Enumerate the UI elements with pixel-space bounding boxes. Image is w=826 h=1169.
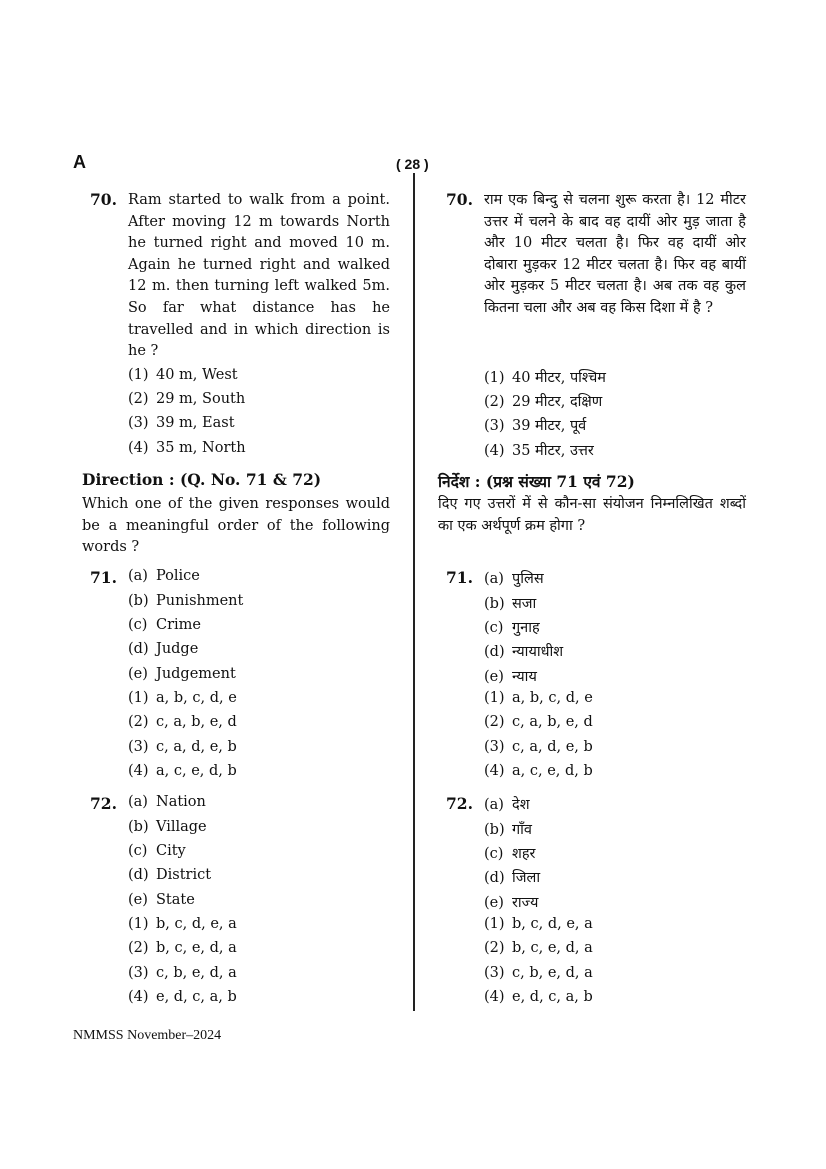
- option-3: (3) c, a, d, e, b: [484, 739, 593, 755]
- option-1: (1) a, b, c, d, e: [128, 690, 237, 706]
- direction-text: Which one of the given responses would be a meaningful order of the following words ?: [82, 496, 390, 556]
- option-2: (2) 29 m, South: [128, 391, 246, 407]
- option-4: (4) e, d, c, a, b: [484, 989, 593, 1005]
- item-d: (d) जिला: [484, 870, 541, 886]
- question-text: राम एक बिन्दु से चलना शुरू करता है। 12 मीटर उत्तर में चलने के बाद वह दायीं ओर मुड़ जाता है और 10 मीटर चलता है। फिर वह दायीं ओर दोबारा मुड़कर 12 मीटर चलता है। फिर वह बायीं ओर मुड़कर 5 मीटर चलता है। अब तक वह कुल कितना चला और अब वह किस दिशा में है ?: [484, 192, 746, 316]
- item-b: (b) गाँव: [484, 822, 532, 838]
- item-e: (e) न्याय: [484, 669, 537, 685]
- item-e: (e) राज्य: [484, 895, 539, 911]
- option-4: (4) 35 मीटर, उत्तर: [484, 443, 594, 459]
- item-a: (a) पुलिस: [484, 571, 544, 587]
- option-3: (3) c, b, e, d, a: [128, 965, 237, 981]
- option-2: (2) b, c, e, d, a: [128, 940, 237, 956]
- direction-heading: Direction : (Q. No. 71 & 72): [82, 470, 322, 489]
- option-4: (4) 35 m, North: [128, 440, 246, 456]
- option-1: (1) 40 m, West: [128, 367, 238, 383]
- option-3: (3) 39 मीटर, पूर्व: [484, 418, 587, 434]
- option-3: (3) 39 m, East: [128, 415, 235, 431]
- item-d: (d) न्यायाधीश: [484, 644, 564, 660]
- item-c: (c) City: [128, 843, 186, 859]
- question-number: 72.: [90, 794, 117, 813]
- option-1: (1) 40 मीटर, पश्चिम: [484, 370, 606, 386]
- direction-heading-hindi: निर्देश : (प्रश्न संख्या 71 एवं 72): [438, 472, 635, 491]
- item-b: (b) Village: [128, 819, 207, 835]
- option-1: (1) b, c, d, e, a: [484, 916, 593, 932]
- option-3: (3) c, b, e, d, a: [484, 965, 593, 981]
- option-2: (2) b, c, e, d, a: [484, 940, 593, 956]
- item-e: (e) State: [128, 892, 195, 908]
- item-b: (b) Punishment: [128, 593, 244, 609]
- question-number: 72.: [446, 794, 473, 813]
- option-2: (2) c, a, b, e, d: [128, 714, 237, 730]
- option-1: (1) a, b, c, d, e: [484, 690, 593, 706]
- item-d: (d) District: [128, 867, 212, 883]
- item-c: (c) शहर: [484, 846, 536, 862]
- item-c: (c) Crime: [128, 617, 201, 633]
- option-4: (4) e, d, c, a, b: [128, 989, 237, 1005]
- item-a: (a) Police: [128, 568, 200, 584]
- option-2: (2) 29 मीटर, दक्षिण: [484, 394, 603, 410]
- footer-exam-name: NMMSS November–2024: [73, 1028, 222, 1043]
- page-number: ( 28 ): [396, 156, 429, 172]
- item-c: (c) गुनाह: [484, 620, 540, 636]
- option-1: (1) b, c, d, e, a: [128, 916, 237, 932]
- option-4: (4) a, c, e, d, b: [128, 763, 237, 779]
- item-b: (b) सजा: [484, 596, 537, 612]
- question-number: 71.: [446, 568, 473, 587]
- item-d: (d) Judge: [128, 641, 199, 657]
- item-e: (e) Judgement: [128, 666, 236, 682]
- option-3: (3) c, a, d, e, b: [128, 739, 237, 755]
- item-a: (a) देश: [484, 797, 530, 813]
- question-number: 70.: [90, 190, 117, 209]
- question-number: 71.: [90, 568, 117, 587]
- column-divider: [413, 173, 415, 1011]
- direction-text-hindi: दिए गए उत्तरों में से कौन-सा संयोजन निम्नलिखित शब्दों का एक अर्थपूर्ण क्रम होगा ?: [438, 496, 746, 534]
- series-label: A: [73, 152, 86, 172]
- question-text: Ram started to walk from a point. After moving 12 m towards North he turned right and moved 10 m. Again he turned right and walked 12 m. then turning left walked 5m. So far what distance has he travelled and in which direction is he ?: [128, 192, 390, 360]
- option-2: (2) c, a, b, e, d: [484, 714, 593, 730]
- option-4: (4) a, c, e, d, b: [484, 763, 593, 779]
- item-a: (a) Nation: [128, 794, 206, 810]
- question-number: 70.: [446, 190, 473, 209]
